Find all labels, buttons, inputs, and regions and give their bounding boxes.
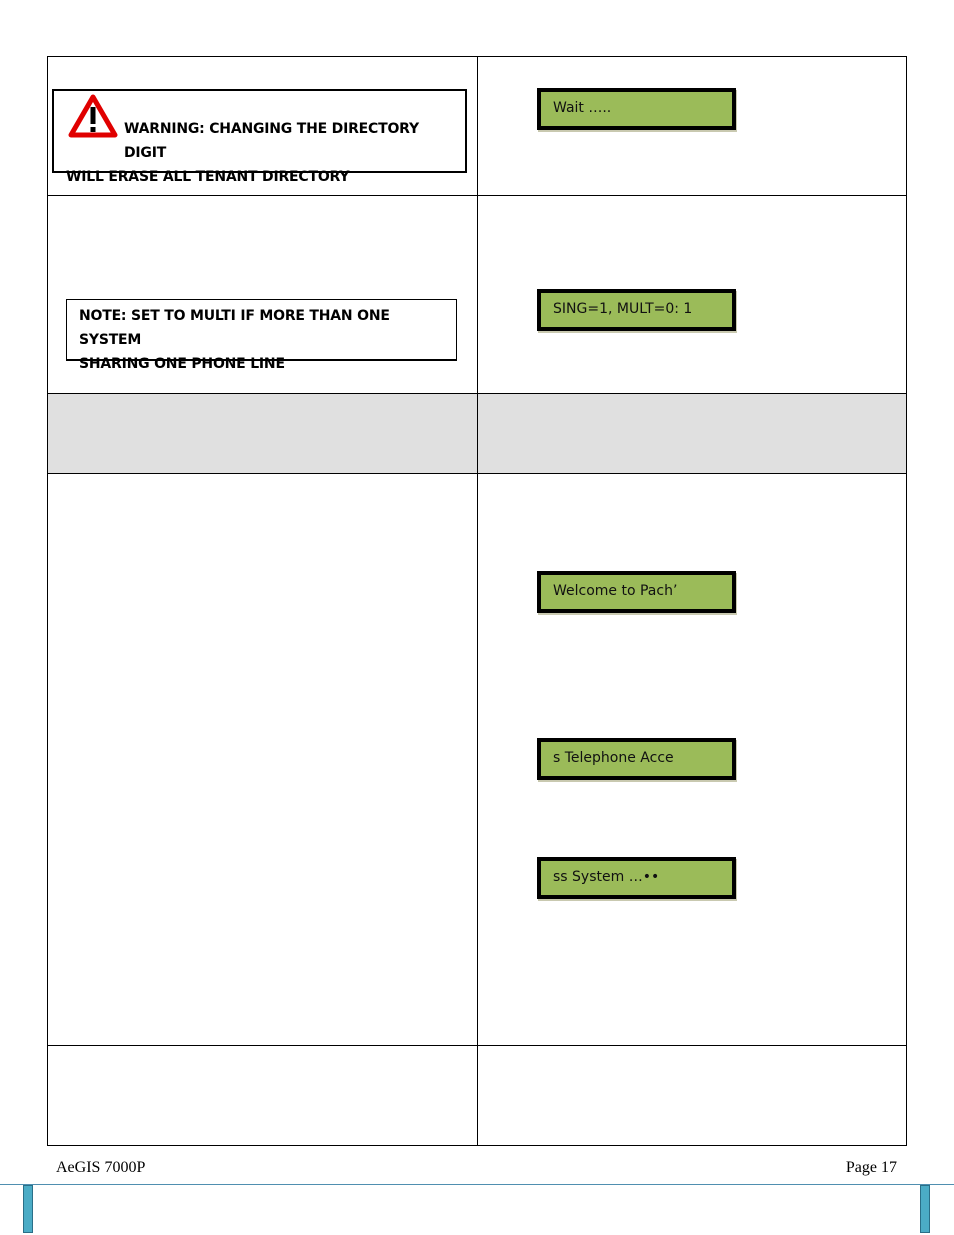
footer-page-number: Page 17 [845, 1159, 897, 1176]
warning-callout [52, 89, 467, 185]
lcd-screen-wait: Wait ….. [537, 88, 736, 130]
note-line-1: NOTE: SET TO MULTI IF MORE THAN ONE SYSTEM [79, 308, 390, 348]
lcd-screen-sing-mult: SING=1, MULT=0: 1 [537, 289, 736, 331]
note-line-2: SHARING ONE PHONE LINE [79, 356, 285, 372]
row2-left-cell [47, 195, 478, 394]
row4-left-cell [47, 473, 478, 1046]
row2-right-cell [477, 195, 907, 394]
row4-right-cell [477, 473, 907, 1046]
row3-right-cell [477, 393, 907, 474]
warning-triangle-icon [68, 94, 118, 138]
footer-rule [0, 1184, 954, 1185]
row3-left-cell [47, 393, 478, 474]
row1-left-cell [47, 56, 478, 196]
footer-right-bar [920, 1185, 930, 1233]
lcd-screen-system: ss System …•• [537, 857, 736, 899]
row5-left-cell [47, 1045, 478, 1146]
lcd-screen-telephone: s Telephone Acce [537, 738, 736, 780]
footer-left-bar [23, 1185, 33, 1233]
row1-right-cell [477, 56, 907, 196]
procedure-table [47, 56, 907, 1146]
warning-line-1: WARNING: CHANGING THE DIRECTORY DIGIT [124, 121, 419, 161]
lcd-screen-welcome: Welcome to Pach’ [537, 571, 736, 613]
row5-right-cell [477, 1045, 907, 1146]
note-callout [66, 299, 457, 372]
footer-product-name: AeGIS 7000P [56, 1159, 146, 1176]
warning-line-2: WILL ERASE ALL TENANT DIRECTORY [66, 169, 350, 185]
